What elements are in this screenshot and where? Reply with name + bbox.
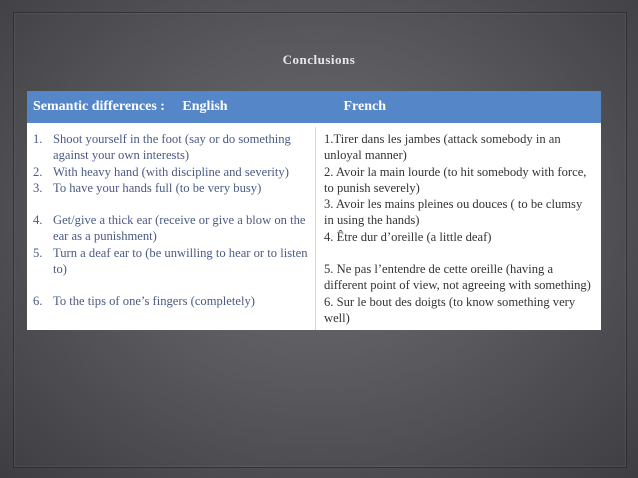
- english-column: [27, 125, 316, 330]
- header-french-label: French: [343, 98, 387, 114]
- item-text: Shoot yourself in the foot (say or do something against your own interests): [53, 132, 291, 163]
- list-item: [33, 293, 309, 309]
- item-number: 5.: [33, 245, 43, 260]
- item-number: 4.: [33, 213, 43, 228]
- item-text: To have your hands full (to be very busy): [53, 180, 262, 195]
- english-list: [33, 131, 309, 310]
- header-french: [316, 91, 602, 125]
- list-item: [33, 180, 309, 196]
- slide-title: Conclusions: [282, 52, 356, 67]
- item-number: 3.: [33, 180, 43, 195]
- item-text: With heavy hand (with discipline and severity): [53, 164, 289, 179]
- list-item: [33, 131, 309, 164]
- list-item: [33, 245, 309, 278]
- comparison-table: [27, 91, 601, 330]
- list-item: 2. Avoir la main lourde (to hit somebody with force, to punish severely): [324, 164, 587, 195]
- header-english: [27, 91, 316, 125]
- item-text: Get/give a thick ear (receive or give a blow on the ear as a punishment): [53, 213, 306, 244]
- list-item: 1.Tirer dans les jambes (attack somebody in an unloyal manner): [324, 132, 561, 163]
- item-number: 6.: [33, 294, 43, 309]
- item-number: 1.: [33, 132, 43, 146]
- table-header-row: [27, 91, 601, 125]
- list-item: 3. Avoir les mains pleines ou douces ( to be clumsy in using the hands): [324, 197, 583, 228]
- list-item: 6. Sur le bout des doigts (to know something very well): [324, 294, 576, 325]
- list-item: 4. Être dur d’oreille (a little deaf): [324, 229, 492, 244]
- list-item: 5. Ne pas l’entendre de cette oreille (having a different point of view, not agreeing with something): [324, 262, 591, 293]
- item-number: 2.: [33, 164, 43, 179]
- spacer: [324, 245, 595, 261]
- table-body-row: [27, 125, 601, 330]
- list-item: [33, 212, 309, 245]
- item-text: Turn a deaf ear to (be unwilling to hear or to listen to): [53, 245, 308, 277]
- spacer: [33, 277, 309, 293]
- spacer: [33, 196, 309, 212]
- list-item: [33, 164, 309, 180]
- french-list: [324, 131, 595, 326]
- item-text: To the tips of one’s fingers (completely): [53, 294, 255, 309]
- header-english-label: Semantic differences : English: [33, 98, 228, 114]
- french-column: [316, 125, 602, 330]
